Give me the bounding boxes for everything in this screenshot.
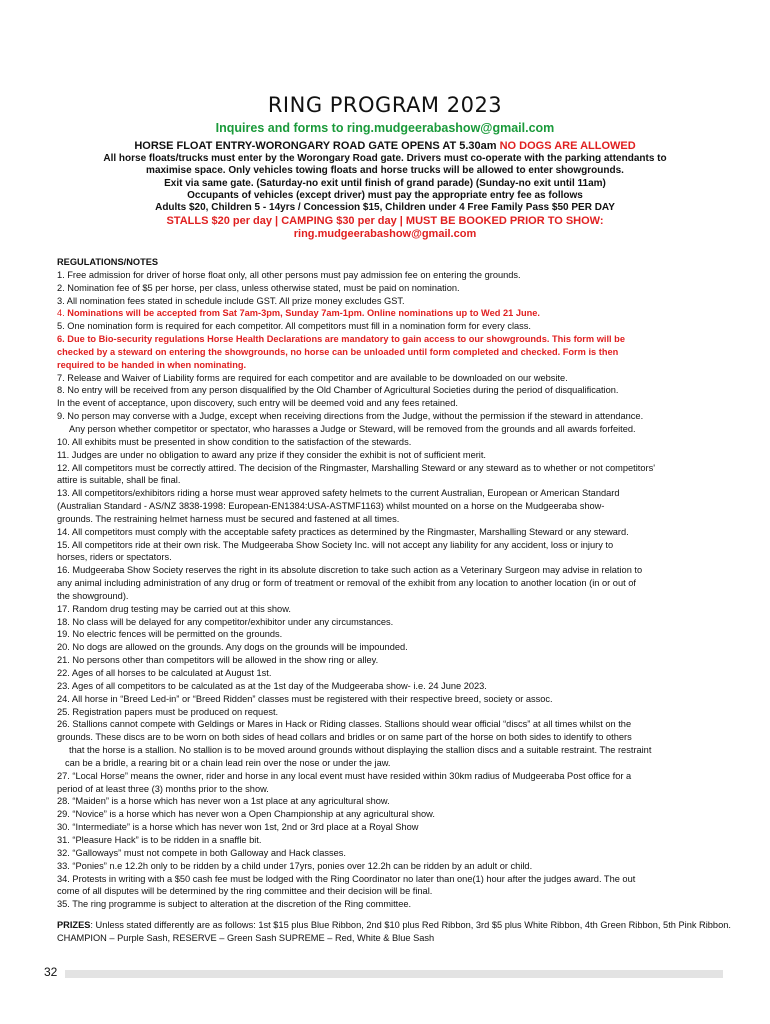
regulation-item: 33. “Ponies” n.e 12.2h only to be ridden by a child under 17yrs, ponies over 12.2h can be ridden by an adult or child.	[57, 860, 533, 871]
entry-line-3: Exit via same gate. (Saturday-no exit until finish of grand parade) (Sunday-no exit until 11am)	[164, 177, 606, 189]
stalls-line: STALLS $20 per day | CAMPING $30 per day | MUST BE BOOKED PRIOR TO SHOW:	[166, 214, 604, 227]
regulation-number: 4.	[57, 308, 68, 319]
regulation-item	[57, 307, 737, 320]
regulation-item: grounds. The restraining helmet harness must be secured and fastened at all times.	[57, 513, 400, 524]
inquiries-line: Inquires and forms to ring.mudgeerabashow@gmail.com	[215, 121, 555, 135]
regulation-item: 15. All competitors ride at their own risk. The Mudgeeraba Show Society Inc. will not accept any liability for any accident, loss or injury to	[57, 539, 614, 550]
regulation-item: 17. Random drug testing may be carried out at this show.	[57, 603, 291, 614]
prizes-text: : Unless stated differently are as follows: 1st $15 plus Blue Ribbon, 2nd $10 plus Red Ribbon, 3rd $5 plus White Ribbon, 4th Green Ribbon, 5th Pink Ribbon. CHAMPION – Purple Sash, RESERVE – Green Sash SUPREME – Red, White & Blue Sash	[57, 920, 731, 943]
regulation-item: 14. All competitors must comply with the acceptable safety practices as determined by the Ringmaster, Marshalling Steward or any steward.	[57, 526, 629, 537]
regulations-section	[57, 256, 737, 911]
float-entry-header	[40, 140, 730, 241]
regulation-item: 3. All nomination fees stated in schedule include GST. All prize money excludes GST.	[57, 295, 405, 306]
entry-line-1: All horse floats/trucks must enter by the Worongary Road gate. Drivers must co-operate with the parking attendants to	[103, 152, 667, 164]
regulation-item: 5. One nomination form is required for each competitor. All competitors must fill in a nomination form for every class.	[57, 321, 532, 332]
regulation-item: (Australian Standard - AS/NZ 3838-1998: European-EN1384:USA-ASTMF1163) whilst mounted on a horse on the Mudgeeraba show-	[57, 501, 605, 512]
regulation-item: 16. Mudgeeraba Show Society reserves the right in its absolute discretion to take such action as a Veterinary Surgeon may advise in relation to	[57, 565, 643, 576]
regulation-item: 7. Release and Waiver of Liability forms are required for each competitor and are available to be downloaded on our website.	[57, 372, 568, 383]
regulation-item: horses, riders or spectators.	[57, 552, 172, 563]
regulation-item: 23. Ages of all competitors to be calculated as at the 1st day of the Mudgeeraba show- i.e. 24 June 2023.	[57, 680, 487, 691]
regulation-item: 25. Registration papers must be produced on request.	[57, 706, 279, 717]
regulation-item: that the horse is a stallion. No stallion is to be moved around grounds without displaying the stallion discs and a suitable restraint. The restraint	[69, 745, 652, 756]
float-entry-line	[40, 140, 730, 153]
regulation-item: Any person whether competitor or spectator, who harasses a Judge or Steward, will be removed from the grounds and all awards forfeited.	[69, 423, 636, 434]
regulation-item: 31. “Pleasure Hack” is to be ridden in a snaffle bit.	[57, 834, 262, 845]
regulation-item: 35. The ring programme is subject to alteration at the discretion of the Ring committee.	[57, 899, 412, 910]
entry-line-2: maximise space. Only vehicles towing floats and horse trucks will be allowed to enter showgrounds.	[146, 165, 624, 177]
nomination-times: Nominations will be accepted from Sat 7am-3pm, Sunday 7am-1pm. Online nominations up to Wed 21 June.	[67, 308, 540, 319]
regulation-item: 21. No persons other than competitors will be allowed in the show ring or alley.	[57, 655, 379, 666]
stalls-email: ring.mudgeerabashow@gmail.com	[293, 228, 477, 241]
regulation-item: 12. All competitors must be correctly attired. The decision of the Ringmaster, Marshalling Steward or any steward as to whether or not competitors'	[57, 462, 655, 473]
regulation-item: 10. All exhibits must be presented in show condition to the satisfaction of the stewards.	[57, 436, 412, 447]
regulation-item: grounds. These discs are to be worn on both sides of head collars and bridles or on same part of the horse on both sides to identify to others	[57, 732, 632, 743]
footer-bar	[65, 970, 723, 978]
regulation-item: 29. “Novice” is a horse which has never won a Open Championship at any agricultural show.	[57, 809, 435, 820]
regulation-item-biosecurity: checked by a steward on entering the showgrounds, no horse can be unloaded until form completed and checked. Form is then	[57, 346, 619, 357]
prizes-paragraph	[57, 919, 737, 945]
regulation-item: 24. All horse in “Breed Led-in” or “Breed Ridden” classes must be registered with their respective breed, society or assoc.	[57, 693, 553, 704]
regulation-item: come of all disputes will be determined by the ring committee and their decision will be final.	[57, 886, 433, 897]
regulation-item: 30. “Intermediate” is a horse which has never won 1st, 2nd or 3rd place at a Royal Show	[57, 822, 419, 833]
regulation-item: 27. “Local Horse” means the owner, rider and horse in any local event must have resided within 30km radius of Mudgeeraba Post office for a	[57, 770, 632, 781]
regulation-item: 13. All competitors/exhibitors riding a horse must wear approved safety helmets to the current Australian, European or American Standard	[57, 488, 620, 499]
regulation-item: 18. No class will be delayed for any competitor/exhibitor under any circumstances.	[57, 616, 394, 627]
regulation-item: any animal including administration of any drug or form of treatment or removal of the exhibit from any location to another location (in or out of	[57, 578, 636, 589]
prizes-label: PRIZES	[57, 920, 91, 930]
regulation-item: the showground).	[57, 590, 129, 601]
regulation-item: 28. “Maiden” is a horse which has never won a 1st place at any agricultural show.	[57, 796, 390, 807]
regulation-item: 8. No entry will be received from any person disqualified by the Old Chamber of Agricultural Societies during the period of disqualification.	[57, 385, 619, 396]
no-dogs-warning: NO DOGS ARE ALLOWED	[499, 140, 636, 152]
regulation-item: In the event of acceptance, upon discovery, such entry will be deemed void and any fees retained.	[57, 398, 458, 409]
float-entry-text: HORSE FLOAT ENTRY-WORONGARY ROAD GATE OPENS AT 5.30am	[134, 140, 500, 152]
regulation-item: can be a bridle, a rearing bit or a chain lead rein over the nose or under the jaw.	[65, 757, 391, 768]
regulation-item: 22. Ages of all horses to be calculated at August 1st.	[57, 668, 272, 678]
regulation-item: 11. Judges are under no obligation to award any prize if they consider the exhibit is not of sufficient merit.	[57, 449, 487, 460]
entry-fees-line: Adults $20, Children 5 - 14yrs / Concession $15, Children under 4 Free Family Pass $50 PER DAY	[155, 202, 615, 214]
regulation-item: 2. Nomination fee of $5 per horse, per class, unless otherwise stated, must be paid on nomination.	[57, 282, 460, 293]
entry-line-4: Occupants of vehicles (except driver) must pay the appropriate entry fee as follows	[187, 190, 583, 202]
regulation-item: 9. No person may converse with a Judge, except when receiving directions from the Judge, without the permission if the steward in attendance.	[57, 411, 644, 422]
regulation-item: 19. No electric fences will be permitted on the grounds.	[57, 629, 283, 640]
regulation-item: 26. Stallions cannot compete with Geldings or Mares in Hack or Riding classes. Stallions should wear official “discs” at all times whilst on the	[57, 719, 632, 730]
page-title: RING PROGRAM 2023	[267, 93, 503, 117]
regulation-item: 1. Free admission for driver of horse float only, all other persons must pay admission fee on entering the grounds.	[57, 269, 521, 280]
page-number: 32	[44, 965, 58, 979]
regulations-heading: REGULATIONS/NOTES	[57, 257, 159, 267]
regulation-item: period of at least three (3) months prior to the show.	[57, 783, 269, 794]
regulation-item-biosecurity: required to be handed in when nominating.	[57, 359, 247, 370]
regulation-item-biosecurity: 6. Due to Bio-security regulations Horse Health Declarations are mandatory to gain access to our showgrounds. This form will be	[57, 334, 625, 345]
regulation-item: 32. “Galloways” must not compete in both Galloway and Hack classes.	[57, 847, 346, 858]
regulation-item: 34. Protests in writing with a $50 cash fee must be lodged with the Ring Coordinator no later than one(1) hour after the judges award. The out	[57, 873, 636, 884]
regulation-item: 20. No dogs are allowed on the grounds. Any dogs on the grounds will be impounded.	[57, 642, 408, 653]
regulation-item: attire is suitable, shall be final.	[57, 475, 181, 486]
